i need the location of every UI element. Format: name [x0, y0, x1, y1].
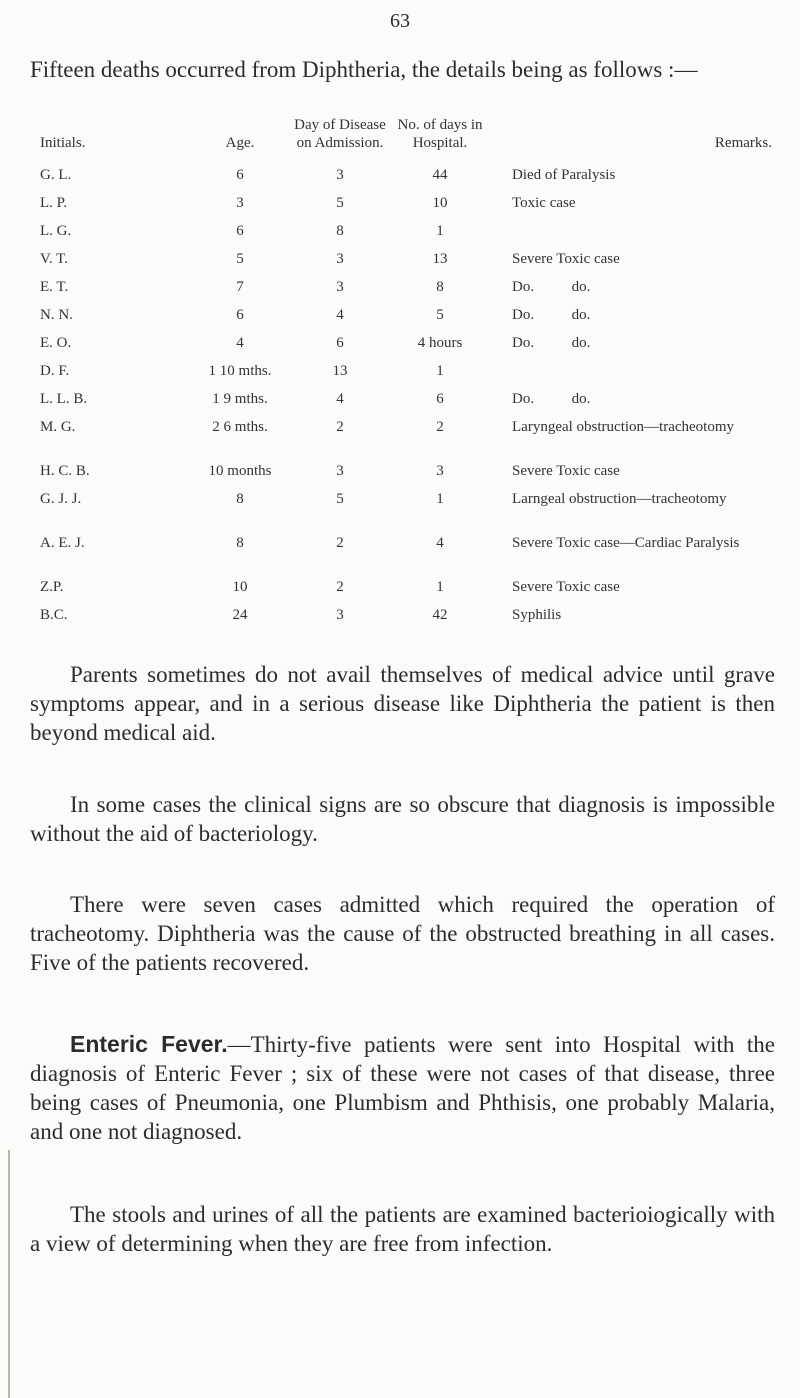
- cell-day: 3: [336, 607, 344, 623]
- cell-age: 1 10 mths.: [208, 363, 272, 379]
- table-row: [40, 306, 772, 334]
- cell-day: 4: [336, 307, 344, 323]
- cell-day: 5: [336, 491, 344, 507]
- table-row: [40, 222, 772, 250]
- cell-initials: V. T.: [40, 251, 68, 267]
- cell-initials: E. T.: [40, 279, 69, 295]
- cell-days: 4 hours: [417, 335, 463, 351]
- table-row: [40, 278, 772, 306]
- cell-remarks: Severe Toxic case: [512, 579, 620, 595]
- cell-days: 6: [436, 391, 444, 407]
- cell-age: 4: [236, 335, 244, 351]
- cell-age: 8: [236, 535, 244, 551]
- header-days-in-hospital: No. of days in Hospital.: [397, 117, 483, 151]
- cell-remarks: Severe Toxic case—Cardiac Paralysis: [512, 535, 740, 551]
- enteric-fever-heading: Enteric Fever.: [70, 1031, 228, 1057]
- cell-age: 8: [236, 491, 244, 507]
- cell-day: 3: [336, 251, 344, 267]
- cell-age: 3: [236, 195, 244, 211]
- cell-day: 3: [336, 279, 344, 295]
- cell-day: 8: [336, 223, 344, 239]
- page-number: 63: [390, 10, 410, 32]
- cell-age: 7: [236, 279, 244, 295]
- cell-days: 10: [432, 195, 448, 211]
- cell-remarks: Syphilis: [512, 607, 562, 623]
- cell-remarks: Died of Paralysis: [512, 167, 616, 183]
- cell-days: 3: [436, 463, 444, 479]
- cell-age: 24: [232, 607, 248, 623]
- table-header-row: [40, 116, 772, 152]
- paragraph-stools-urines: The stools and urines of all the patients are examined bacterioiogically with a view of determining when they are free from infection.: [30, 1202, 775, 1256]
- cell-age: 6: [236, 223, 244, 239]
- diphtheria-deaths-table: [40, 116, 772, 634]
- cell-day: 4: [336, 391, 344, 407]
- enteric-fever-body: —Thirty-five patients were sent into Hospital with the diagnosis of Enteric Fever ; six of these were not cases of that disease, three being cases of Pneumonia, one Plumbism and Phthisis, one probably Malaria, and one not diagnosed.: [30, 1032, 775, 1144]
- cell-initials: H. C. B.: [40, 463, 90, 479]
- cell-remarks: Severe Toxic case: [512, 463, 620, 479]
- table-row: [40, 194, 772, 222]
- header-initials: Initials.: [40, 135, 86, 151]
- cell-day: 3: [336, 463, 344, 479]
- cell-remarks: Larngeal obstruction—tracheotomy: [512, 491, 727, 507]
- cell-initials: B.C.: [40, 607, 68, 623]
- table-row: [40, 250, 772, 278]
- cell-day: 2: [336, 419, 344, 435]
- cell-age: 10 months: [208, 463, 272, 479]
- cell-remarks: Toxic case: [512, 195, 576, 211]
- cell-day: 2: [336, 535, 344, 551]
- cell-days: 44: [432, 167, 448, 183]
- cell-age: 2 6 mths.: [212, 419, 268, 435]
- cell-days: 1: [436, 579, 444, 595]
- cell-remarks: [490, 362, 772, 390]
- paragraph-clinical-signs: In some cases the clinical signs are so obscure that diagnosis is impossible without the aid of bacteriology.: [30, 792, 775, 846]
- cell-day: 3: [336, 167, 344, 183]
- table-row: [40, 166, 772, 194]
- table-row: [40, 534, 772, 578]
- cell-age: 5: [236, 251, 244, 267]
- header-remarks: Remarks.: [714, 135, 772, 151]
- cell-age: 6: [236, 307, 244, 323]
- cell-days: 4: [436, 535, 444, 551]
- cell-initials: Z.P.: [40, 579, 64, 595]
- header-age: Age.: [225, 135, 255, 151]
- cell-remarks: Do. do.: [512, 279, 591, 295]
- cell-initials: M. G.: [40, 419, 76, 435]
- cell-initials: G. L.: [40, 167, 72, 183]
- table-row: [40, 334, 772, 362]
- cell-age: 6: [236, 167, 244, 183]
- cell-days: 42: [432, 607, 448, 623]
- table-row: [40, 578, 772, 606]
- cell-day: 13: [332, 363, 348, 379]
- cell-initials: G. J. J.: [40, 491, 82, 507]
- cell-day: 6: [336, 335, 344, 351]
- paragraph-parents: Parents sometimes do not avail themselves of medical advice until grave symptoms appear, and in a serious disease like Diphtheria the patient is then beyond medical aid.: [30, 662, 775, 745]
- page-edge-shadow: [8, 1150, 10, 1398]
- cell-remarks: [490, 222, 772, 250]
- cell-days: 1: [436, 223, 444, 239]
- cell-initials: A. E. J.: [40, 535, 85, 551]
- paragraph-enteric-fever: [30, 1030, 775, 1146]
- table-row: [40, 390, 772, 418]
- cell-initials: N. N.: [40, 307, 73, 323]
- cell-remarks: Do. do.: [512, 391, 591, 407]
- cell-days: 5: [436, 307, 444, 323]
- header-day-of-disease: Day of Disease on Admission.: [294, 117, 386, 151]
- cell-days: 2: [436, 419, 444, 435]
- cell-age: 10: [232, 579, 248, 595]
- cell-remarks: Severe Toxic case: [512, 251, 620, 267]
- cell-days: 8: [436, 279, 444, 295]
- cell-initials: D. F.: [40, 363, 70, 379]
- cell-remarks: Do. do.: [512, 335, 591, 351]
- table-row: [40, 462, 772, 490]
- cell-day: 5: [336, 195, 344, 211]
- cell-remarks: Laryngeal obstruction—tracheotomy: [512, 419, 735, 435]
- table-row: [40, 362, 772, 390]
- cell-initials: L. G.: [40, 223, 72, 239]
- cell-initials: E. O.: [40, 335, 72, 351]
- cell-days: 1: [436, 363, 444, 379]
- cell-initials: L. L. B.: [40, 391, 88, 407]
- table-row: [40, 606, 772, 634]
- table-row: [40, 490, 772, 534]
- cell-days: 1: [436, 491, 444, 507]
- cell-days: 13: [432, 251, 448, 267]
- paragraph-tracheotomy: There were seven cases admitted which required the operation of tracheotomy. Diphtheria was the cause of the obstructed breathing in all cases. Five of the patients recovered.: [30, 892, 775, 975]
- intro-text: Fifteen deaths occurred from Diphtheria, the details being as follows :—: [30, 57, 698, 82]
- table-row: [40, 418, 772, 462]
- cell-initials: L. P.: [40, 195, 68, 211]
- cell-age: 1 9 mths.: [212, 391, 268, 407]
- cell-remarks: Do. do.: [512, 307, 591, 323]
- cell-day: 2: [336, 579, 344, 595]
